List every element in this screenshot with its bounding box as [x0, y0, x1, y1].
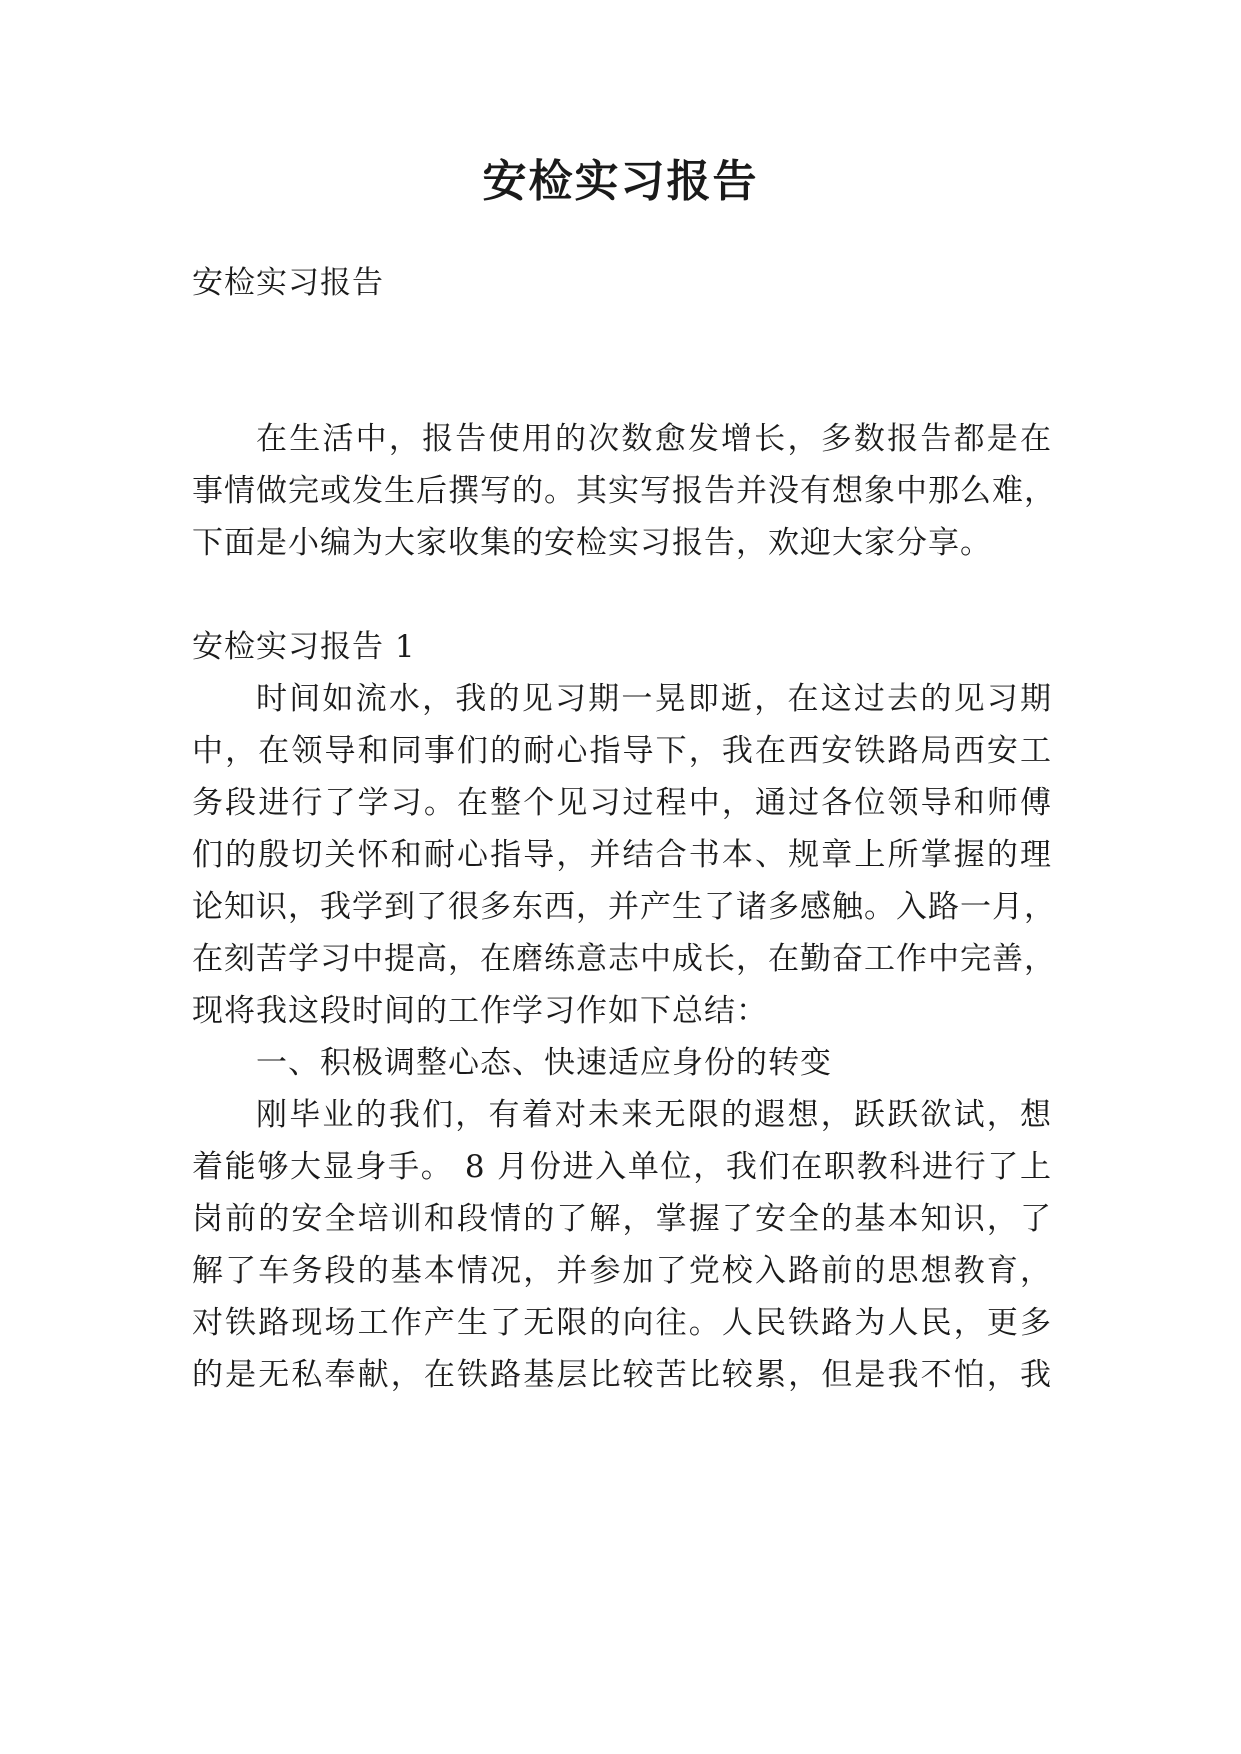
body-line: 在刻苦学习中提高，在磨练意志中成长，在勤奋工作中完善， — [192, 941, 1056, 977]
body-line: 解了车务段的基本情况，并参加了党校入路前的思想教育， — [192, 1253, 1052, 1289]
document-title: 安检实习报告 — [482, 156, 759, 207]
body-line: 时间如流水，我的见习期一晃即逝，在这过去的见习期 — [256, 681, 1052, 717]
subsection-heading: 一、积极调整心态、快速适应身份的转变 — [256, 1045, 832, 1081]
body-line: 着能够大显身手。 8 月份进入单位，我们在职教科进行了上 — [192, 1149, 1052, 1185]
intro-line: 事情做完或发生后撰写的。其实写报告并没有想象中那么难， — [192, 473, 1056, 509]
body-line: 务段进行了学习。在整个见习过程中，通过各位领导和师傅 — [192, 785, 1052, 821]
intro-line: 下面是小编为大家收集的安检实习报告，欢迎大家分享。 — [192, 525, 992, 561]
intro-line: 在生活中，报告使用的次数愈发增长，多数报告都是在 — [256, 421, 1052, 457]
body-line: 现将我这段时间的工作学习作如下总结： — [192, 993, 768, 1029]
body-line: 们的殷切关怀和耐心指导，并结合书本、规章上所掌握的理 — [192, 837, 1052, 873]
section-heading: 安检实习报告 1 — [192, 629, 416, 665]
body-line: 论知识，我学到了很多东西，并产生了诸多感触。入路一月， — [192, 889, 1056, 925]
body-line: 对铁路现场工作产生了无限的向往。人民铁路为人民，更多 — [192, 1305, 1052, 1341]
body-line: 刚毕业的我们，有着对未来无限的遐想，跃跃欲试，想 — [256, 1097, 1052, 1133]
body-line: 岗前的安全培训和段情的了解，掌握了安全的基本知识，了 — [192, 1201, 1052, 1237]
body-line: 的是无私奉献，在铁路基层比较苦比较累，但是我不怕，我 — [192, 1357, 1052, 1393]
document-subtitle: 安检实习报告 — [192, 265, 384, 301]
body-line: 中，在领导和同事们的耐心指导下，我在西安铁路局西安工 — [192, 733, 1052, 769]
